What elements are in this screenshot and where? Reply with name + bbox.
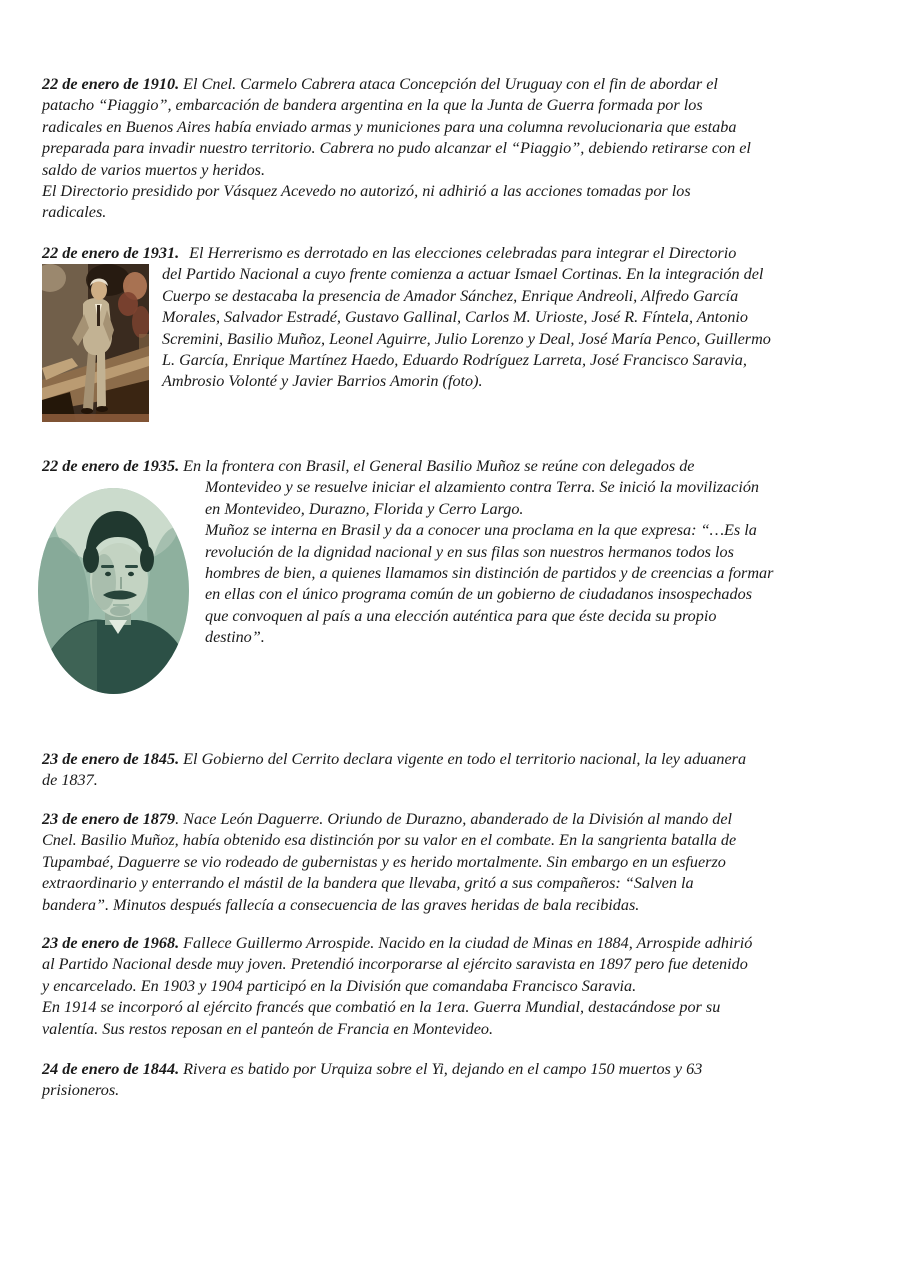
event-entry-1844 xyxy=(42,1059,702,1102)
text-line: destino”. xyxy=(205,628,265,647)
event-text: . Nace León Daguerre. Oriundo de Durazno, abanderado de la División al mando del xyxy=(175,810,732,828)
text-line: preparada para invadir nuestro territorio. Cabrera no pudo alcanzar el “Piaggio”, debiendo retirarse con el xyxy=(42,139,751,158)
text-line xyxy=(42,1059,702,1080)
text-line: que convoquen al país a una elección auténtica para que éste decida su propio xyxy=(205,606,717,625)
text-line xyxy=(42,74,751,95)
event-entry-1910 xyxy=(42,74,751,224)
text-line: radicales. xyxy=(42,203,107,222)
text-line: al Partido Nacional desde muy joven. Pretendió incorporarse al ejército saravista en 1897 pero fue detenido xyxy=(42,955,748,974)
text-line: L. García, Enrique Martínez Haedo, Eduardo Rodríguez Larreta, José Francisco Saravia, xyxy=(162,351,747,370)
text-line: Scremini, Basilio Muñoz, Leonel Aguirre, Julio Lorenzo y Deal, José María Penco, Guillermo xyxy=(162,329,771,348)
event-text: El Cnel. Carmelo Cabrera ataca Concepción del Uruguay con el fin de abordar el xyxy=(183,75,718,93)
photo-decoration xyxy=(37,487,190,695)
text-line xyxy=(42,933,752,954)
event-date: 23 de enero de 1968. xyxy=(42,934,180,952)
event-date: 24 de enero de 1844. xyxy=(42,1060,180,1078)
event-text: Rivera es batido por Urquiza sobre el Yi, dejando en el campo 150 muertos y 63 xyxy=(183,1060,703,1078)
event-date: 22 de enero de 1935. xyxy=(42,457,180,475)
text-line: prisioneros. xyxy=(42,1081,120,1100)
event-date: 22 de enero de 1910. xyxy=(42,75,180,93)
event-date: 23 de enero de 1879 xyxy=(42,810,176,828)
text-line: Muñoz se interna en Brasil y da a conocer una proclama en la que expresa: “…Es la xyxy=(205,521,757,540)
text-line xyxy=(42,749,746,770)
text-line: en Montevideo, Durazno, Florida y Cerro Largo. xyxy=(205,499,524,518)
wrapped-text-column xyxy=(205,477,773,648)
text-line: y encarcelado. En 1903 y 1904 participó en la División que comandaba Francisco Saravia. xyxy=(42,976,637,995)
photo-oval-portrait xyxy=(37,487,190,695)
text-line: del Partido Nacional a cuyo frente comienza a actuar Ismael Cortinas. En la integración del xyxy=(162,265,764,284)
text-line: Morales, Salvador Estradé, Gustavo Gallinal, Carlos M. Urioste, José R. Fíntela, Antonio xyxy=(162,308,749,327)
event-text: En la frontera con Brasil, el General Basilio Muñoz se reúne con delegados de xyxy=(183,457,695,475)
text-line: revolución de la dignidad nacional y en sus filas son nuestros hermanos todos los xyxy=(205,542,734,561)
event-entry-1879 xyxy=(42,809,736,916)
text-line: radicales en Buenos Aires había enviado armas y municiones para una columna revolucionaria que estaba xyxy=(42,117,737,136)
text-line: de 1837. xyxy=(42,771,98,790)
wrapped-text-column xyxy=(162,264,771,392)
photo-text-row xyxy=(42,264,771,422)
text-line: patacho “Piaggio”, embarcación de bandera argentina en la que la Junta de Guerra formada por los xyxy=(42,96,703,115)
text-line: Cnel. Basilio Muñoz, había obtenido esa distinción por su valor en el combate. En la sangrienta batalla de xyxy=(42,831,737,850)
text-line: en ellas con el único programa común de un gobierno de ciudadanos insospechados xyxy=(205,585,752,604)
photo-oval-portrait-illustration xyxy=(37,487,190,695)
event-text: El Gobierno del Cerrito declara vigente en todo el territorio nacional, la ley aduanera xyxy=(183,750,747,768)
event-text: El Herrerismo es derrotado en las elecciones celebradas para integrar el Directorio xyxy=(189,244,737,262)
text-line xyxy=(42,243,771,264)
text-line: saldo de varios muertos y heridos. xyxy=(42,160,266,179)
text-line: Cuerpo se destacaba la presencia de Amador Sánchez, Enrique Andreoli, Alfredo García xyxy=(162,286,739,305)
photo-text-row xyxy=(42,477,773,695)
event-date: 22 de enero de 1931. xyxy=(42,244,180,262)
event-entry-1968 xyxy=(42,933,752,1040)
text-line: extraordinario y enterrando el mástil de la bandera que llevaba, gritó a sus compañeros: “Salven la xyxy=(42,874,694,893)
text-line: hombres de bien, a quienes llamamos sin distinción de partidos y de creencias a formar xyxy=(205,564,774,583)
event-text: Fallece Guillermo Arrospide. Nacido en la ciudad de Minas en 1884, Arrospide adhirió xyxy=(183,934,753,952)
event-entry-1845 xyxy=(42,749,746,792)
event-entry-1931 xyxy=(42,243,771,422)
text-line xyxy=(42,809,736,830)
text-line: El Directorio presidido por Vásquez Acevedo no autorizó, ni adhirió a las acciones tomadas por los xyxy=(42,182,691,201)
photo-man-standing-illustration xyxy=(42,264,149,422)
event-date: 23 de enero de 1845. xyxy=(42,750,180,768)
event-entry-1935 xyxy=(42,456,773,695)
text-line: Tupambaé, Daguerre se vio rodeado de gubernistas y es herido mortalmente. Sin embargo en un esfuerzo xyxy=(42,852,726,871)
photo-man-standing xyxy=(42,264,149,422)
text-line xyxy=(42,456,773,477)
text-line: En 1914 se incorporó al ejército francés que combatió en la 1era. Guerra Mundial, destacándose por su xyxy=(42,998,721,1017)
text-line: valentía. Sus restos reposan en el panteón de Francia en Montevideo. xyxy=(42,1019,494,1038)
text-line: Montevideo y se resuelve iniciar el alzamiento contra Terra. Se inició la movilización xyxy=(205,478,760,497)
text-line: bandera”. Minutos después fallecía a consecuencia de las graves heridas de bala recibidas. xyxy=(42,895,640,914)
text-line: Ambrosio Volonté y Javier Barrios Amorin (foto). xyxy=(162,372,483,391)
